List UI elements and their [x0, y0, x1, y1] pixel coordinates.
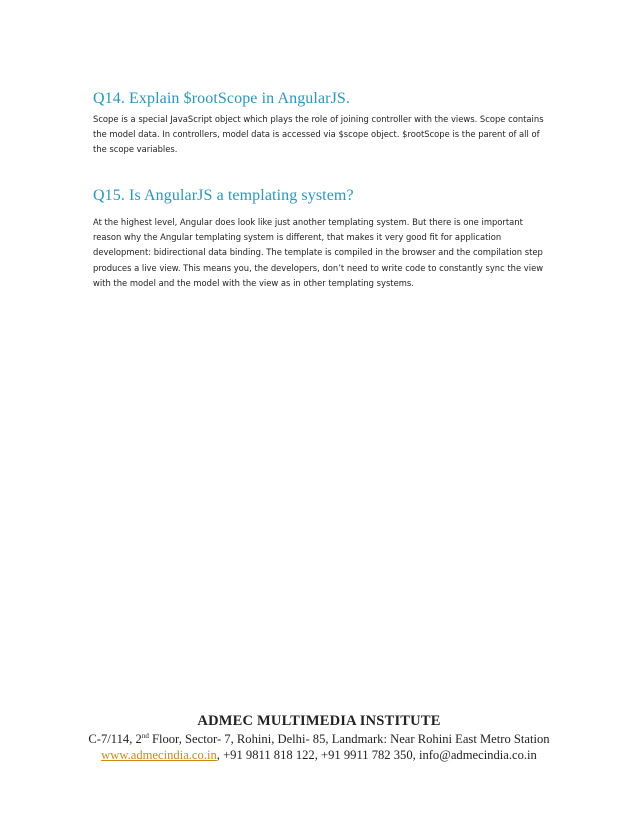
- website-link[interactable]: www.admecindia.co.in: [101, 748, 217, 762]
- footer-address-start: C-7/114, 2: [88, 732, 142, 746]
- footer-address: [0, 732, 638, 747]
- footer-institute-name: ADMEC MULTIMEDIA INSTITUTE: [197, 713, 441, 729]
- footer-contact-details: , +91 9811 818 122, +91 9911 782 350, info@admecindia.co.in: [216, 748, 537, 762]
- footer-address-superscript: nd: [141, 731, 149, 740]
- footer-address-end: Floor, Sector- 7, Rohini, Delhi- 85, Landmark: Near Rohini East Metro Station: [148, 732, 550, 746]
- question-14-heading: Q14. Explain $rootScope in AngularJS.: [93, 90, 351, 107]
- footer-contact: [0, 748, 638, 763]
- question-15-answer: At the highest level, Angular does look like just another templating system. But there is one important reason why the Angular templating system is different, that makes it very good fit for application development: bidirectional data binding. The template is compiled in the browser and the compilation step produces a live view. This means you, the developers, don’t need to write code to constantly sync the view with the model and the model with the view as in other templating systems.: [93, 217, 544, 288]
- question-15-heading: Q15. Is AngularJS a templating system?: [93, 187, 354, 204]
- question-14-answer: Scope is a special JavaScript object which plays the role of joining controller with the views. Scope contains the model data. In controllers, model data is accessed via $scope object. $rootScope is the parent of all of the scope variables.: [93, 114, 544, 155]
